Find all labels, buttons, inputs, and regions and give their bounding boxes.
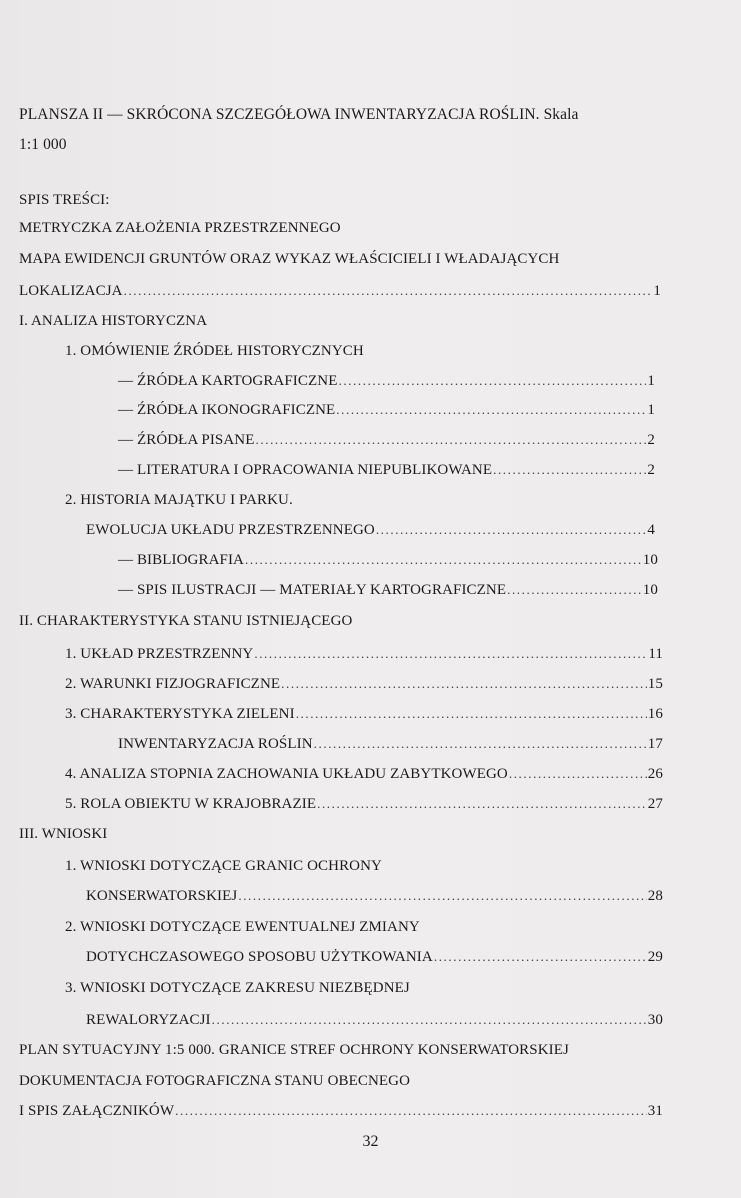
dot-leader <box>212 1010 647 1030</box>
toc-item-label: — BIBLIOGRAFIA <box>118 552 244 568</box>
toc-item-label: — ŹRÓDŁA PISANE <box>118 432 255 448</box>
toc-item <box>65 764 663 784</box>
dot-leader <box>314 734 647 754</box>
toc-item <box>118 400 655 420</box>
toc-item-page: 26 <box>647 766 663 782</box>
toc-item <box>65 674 663 694</box>
dot-leader <box>336 400 646 420</box>
dot-leader <box>175 1101 647 1121</box>
toc-item-label: 3. CHARAKTERYSTYKA ZIELENI <box>65 706 295 722</box>
toc-item <box>65 704 663 724</box>
toc-item-page: 1 <box>647 402 655 418</box>
toc-item: 3. WNIOSKI DOTYCZĄCE ZAKRESU NIEZBĘDNEJ <box>65 980 410 996</box>
toc-item-label: 2. WARUNKI FIZJOGRAFICZNE <box>65 676 281 692</box>
dot-leader <box>376 520 647 540</box>
toc-item-page: 1 <box>647 373 655 389</box>
toc-item-page: 31 <box>647 1103 663 1119</box>
toc-item: II. CHARAKTERYSTYKA STANU ISTNIEJĄCEGO <box>19 613 353 629</box>
toc-item-page: 16 <box>647 706 663 722</box>
toc-item <box>86 886 663 906</box>
toc-item-page: 2 <box>647 462 655 478</box>
dot-leader <box>256 430 647 450</box>
toc-item-label: 4. ANALIZA STOPNIA ZACHOWANIA UKŁADU ZABYTKOWEGO <box>65 766 508 782</box>
dot-leader <box>281 674 647 694</box>
toc-item <box>19 281 661 301</box>
toc-item-page: 30 <box>647 1012 663 1028</box>
toc-item-label: INWENTARYZACJA ROŚLIN <box>118 736 313 752</box>
toc-item: METRYCZKA ZAŁOŻENIA PRZESTRZENNEGO <box>19 220 341 236</box>
header-title-line-1: PLANSZA II — SKRÓCONA SZCZEGÓŁOWA INWENTARYZACJA ROŚLIN. Skala <box>19 106 579 123</box>
toc-item-label: REWALORYZACJI <box>86 1012 211 1028</box>
toc-item: III. WNIOSKI <box>19 826 108 842</box>
toc-item <box>19 1101 663 1121</box>
toc-item-label: EWOLUCJA UKŁADU PRZESTRZENNEGO <box>86 522 375 538</box>
dot-leader <box>124 281 653 301</box>
toc-heading: SPIS TREŚCI: <box>19 192 110 208</box>
page-header <box>19 100 679 160</box>
toc-item-label: 5. ROLA OBIEKTU W KRAJOBRAZIE <box>65 796 317 812</box>
toc-item-label: I SPIS ZAŁĄCZNIKÓW <box>19 1103 175 1119</box>
toc-item-label: — SPIS ILUSTRACJI — MATERIAŁY KARTOGRAFICZNE <box>118 582 507 598</box>
toc-item-page: 11 <box>648 646 663 662</box>
toc-item <box>86 947 663 967</box>
toc-item-page: 17 <box>647 736 663 752</box>
toc-item <box>86 520 655 540</box>
toc-item <box>118 460 655 480</box>
toc-item-page: 28 <box>647 888 663 904</box>
dot-leader <box>434 947 647 967</box>
toc-item <box>118 550 658 570</box>
toc-item: I. ANALIZA HISTORYCZNA <box>19 313 208 329</box>
toc-item <box>118 430 655 450</box>
dot-leader <box>254 644 647 664</box>
toc-item <box>65 794 663 814</box>
toc-item <box>65 644 663 664</box>
toc-item-page: 29 <box>647 949 663 965</box>
toc-item-label: 1. UKŁAD PRZESTRZENNY <box>65 646 254 662</box>
dot-leader <box>296 704 647 724</box>
toc-item-label: KONSERWATORSKIEJ <box>86 888 238 904</box>
toc-item: PLAN SYTUACYJNY 1:5 000. GRANICE STREF OCHRONY KONSERWATORSKIEJ <box>19 1042 569 1058</box>
toc-item <box>118 734 663 754</box>
toc-item <box>118 580 658 600</box>
dot-leader <box>507 580 642 600</box>
toc-item-page: 2 <box>647 432 655 448</box>
toc-item-label: — ŹRÓDŁA IKONOGRAFICZNE <box>118 402 336 418</box>
toc-item-label: — ŹRÓDŁA KARTOGRAFICZNE <box>118 373 338 389</box>
toc-item: 1. WNIOSKI DOTYCZĄCE GRANIC OCHRONY <box>65 858 382 874</box>
dot-leader <box>245 550 642 570</box>
toc-item-page: 4 <box>647 522 655 538</box>
toc-item: 1. OMÓWIENIE ŹRÓDEŁ HISTORYCZNYCH <box>65 343 364 359</box>
header-title-line-2: 1:1 000 <box>19 136 67 153</box>
toc-item-page: 27 <box>647 796 663 812</box>
toc-item-page: 15 <box>647 676 663 692</box>
dot-leader <box>238 886 646 906</box>
toc-item: MAPA EWIDENCJI GRUNTÓW ORAZ WYKAZ WŁAŚCICIELI I WŁADAJĄCYCH <box>19 251 560 267</box>
toc-item: DOKUMENTACJA FOTOGRAFICZNA STANU OBECNEGO <box>19 1073 411 1089</box>
dot-leader <box>338 371 646 391</box>
dot-leader <box>509 764 647 784</box>
toc-item-label: — LITERATURA I OPRACOWANIA NIEPUBLIKOWANE <box>118 462 493 478</box>
toc-item-page: 1 <box>653 283 661 299</box>
toc-item <box>118 371 655 391</box>
toc-item-label: DOTYCHCZASOWEGO SPOSOBU UŻYTKOWANIA <box>86 949 433 965</box>
toc-item-page: 10 <box>642 582 658 598</box>
dot-leader <box>493 460 646 480</box>
toc-item-page: 10 <box>642 552 658 568</box>
toc-item: 2. WNIOSKI DOTYCZĄCE EWENTUALNEJ ZMIANY <box>65 919 420 935</box>
toc-item: 2. HISTORIA MAJĄTKU I PARKU. <box>65 492 293 508</box>
toc-item <box>86 1010 663 1030</box>
toc-item-label: LOKALIZACJA <box>19 283 123 299</box>
page-number: 32 <box>362 1133 379 1150</box>
dot-leader <box>317 794 647 814</box>
